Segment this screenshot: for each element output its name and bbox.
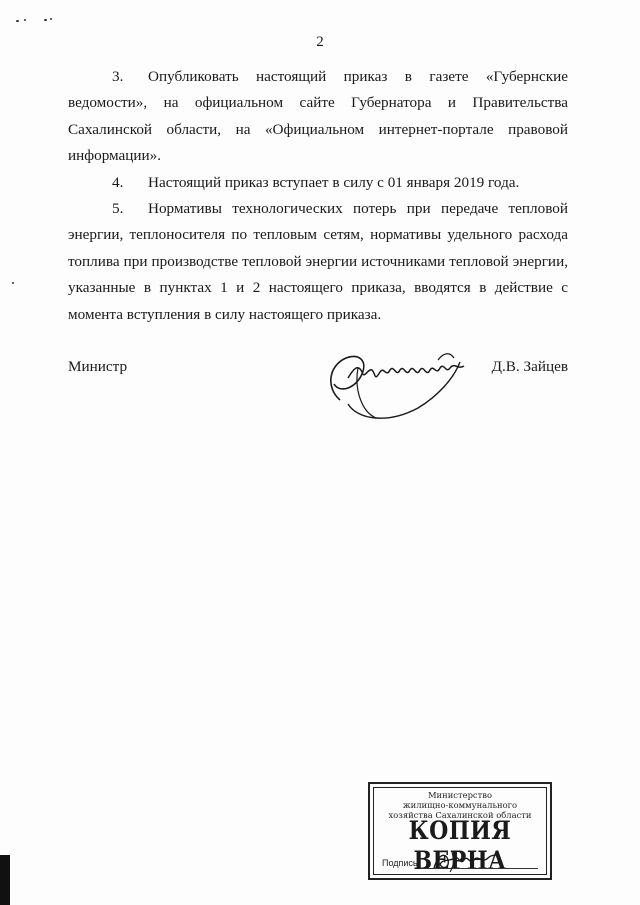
paragraph-number: 5.	[112, 200, 124, 218]
stamp-handwritten-signature	[430, 848, 500, 874]
paragraph-text: Настоящий приказ вступает в силу с 01 января 2019 года.	[148, 173, 520, 191]
stamp-title: КОПИЯ ВЕРНА	[408, 816, 512, 876]
stamp-ministry-line: жилищно-коммунального	[402, 800, 518, 810]
document-body	[68, 64, 568, 328]
certification-stamp	[368, 782, 552, 880]
scan-speck	[50, 18, 52, 20]
paragraph-number: 4.	[112, 173, 124, 191]
signatory-position: Министр	[68, 358, 128, 375]
stamp-ministry-line: Министерство	[427, 790, 493, 800]
paragraph-3	[68, 64, 568, 170]
scan-speck	[24, 19, 26, 21]
signatory-name: Д.В. Зайцев	[491, 358, 568, 375]
scan-speck	[44, 19, 47, 21]
stamp-signature-label: Подпись	[382, 858, 418, 868]
handwritten-signature	[318, 338, 478, 424]
scan-speck	[16, 20, 19, 22]
paragraph-number: 3.	[112, 68, 124, 85]
page-number: 2	[316, 34, 324, 50]
scan-speck	[12, 282, 14, 284]
paragraph-4	[68, 170, 568, 196]
paragraph-text: Опубликовать настоящий приказ в газете «Губернские ведомости», на официальном сайте Губернатора и Правительства Сахалинской области, на «Официальном интернет-портале правовой информации».	[68, 68, 568, 165]
paragraph-text: Нормативы технологических потерь при передаче тепловой энергии, теплоносителя по тепловым сетям, нормативы удельного расхода топлива при производстве тепловой энергии источниками тепловой энергии, указанные в пунктах 1 и 2 настоящего приказа, вводятся в действие с момента вступления в силу настоящего приказа.	[68, 200, 568, 323]
paragraph-5	[68, 196, 568, 328]
scan-edge-mark	[0, 855, 10, 905]
stamp-ministry-line: хозяйства Сахалинской области	[388, 810, 532, 820]
